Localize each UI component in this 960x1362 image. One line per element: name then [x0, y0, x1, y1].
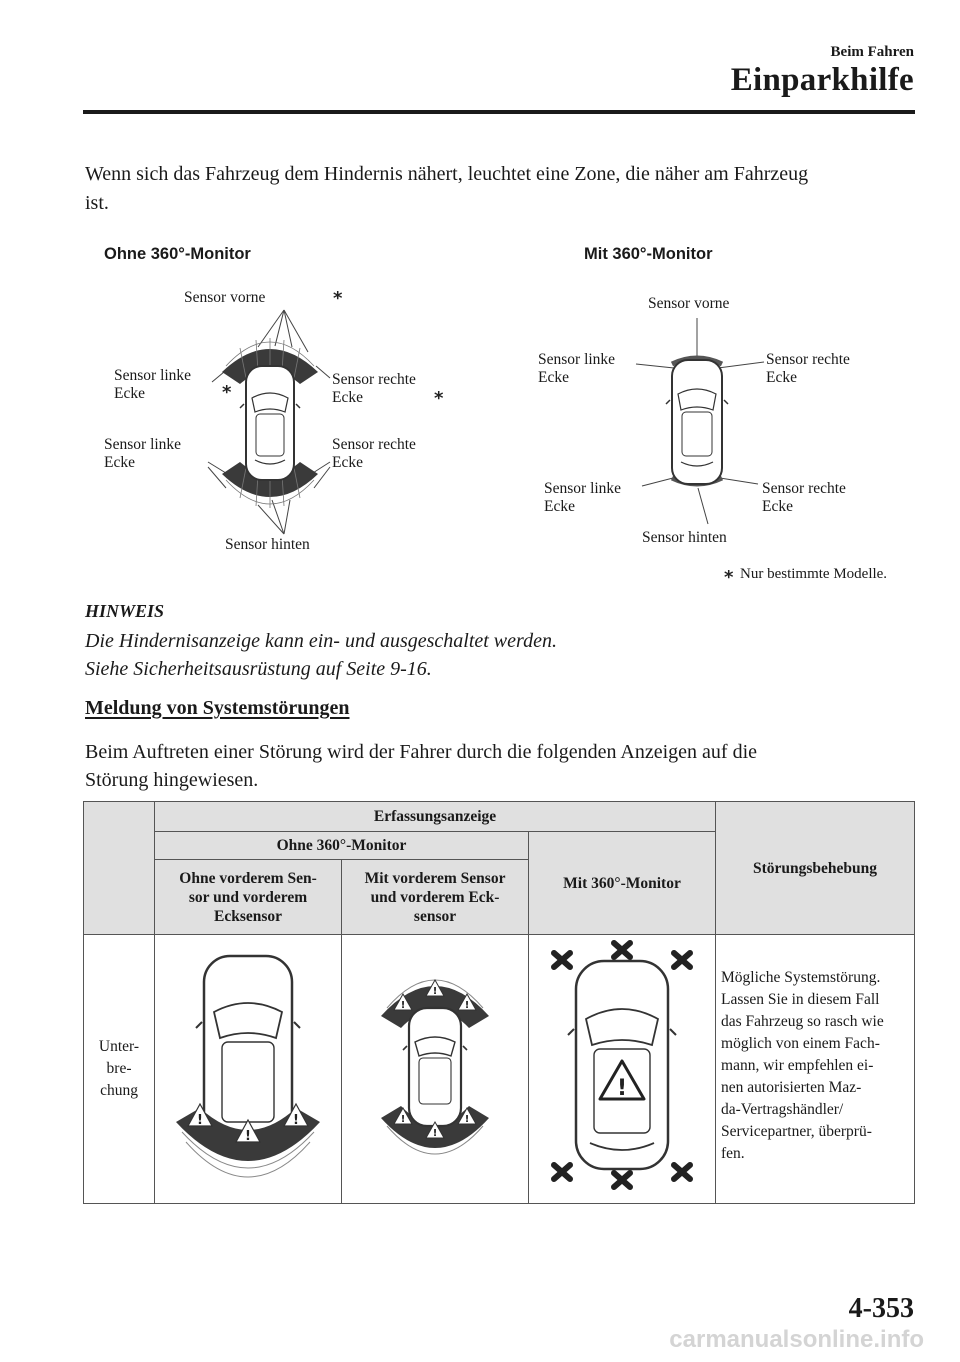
note-heading: HINWEIS [85, 601, 165, 621]
intro-line-1: Wenn sich das Fahrzeug dem Hindernis nähert, leuchtet eine Zone, die näher am Fahrzeug [85, 163, 809, 185]
svg-text:!: ! [293, 1112, 299, 1128]
note-line-2: Siehe Sicherheitsausrüstung auf Seite 9-16. [85, 658, 432, 680]
left-label-front-left: Sensor linke Ecke [114, 367, 192, 402]
svg-text:*: * [333, 288, 343, 309]
header-detection: Erfassungsanzeige [155, 802, 716, 832]
svg-text:!: ! [616, 1075, 628, 1101]
indicator-cell-with-monitor [529, 935, 716, 1204]
indicator-cell-without-front [155, 935, 342, 1204]
svg-text:*: * [724, 567, 734, 580]
left-label-rear-right: Sensor rechte Ecke [332, 436, 416, 471]
header-without-monitor: Ohne 360°-Monitor [155, 832, 529, 860]
svg-text:!: ! [400, 1113, 406, 1125]
svg-text:!: ! [245, 1128, 251, 1144]
right-label-rear: Sensor hinten [642, 529, 727, 546]
intro-line-2: ist. [85, 192, 109, 214]
car-sensor-failure-icon [530, 937, 714, 1197]
error-table [83, 801, 915, 1204]
svg-text:!: ! [432, 1127, 438, 1139]
row-label-interruption: Unter- bre- chung [84, 935, 155, 1204]
left-label-front: Sensor vorne [184, 289, 266, 306]
left-label-rear: Sensor hinten [225, 536, 310, 553]
svg-text:!: ! [400, 999, 406, 1011]
header-remedy: Störungsbehebung [716, 802, 915, 935]
note-line-1: Die Hindernisanzeige kann ein- und ausgeschaltet werden. [85, 630, 557, 652]
body-line-2: Störung hingewiesen. [85, 769, 259, 791]
diagram-left-title: Ohne 360°-Monitor [104, 245, 251, 263]
section-name: Beim Fahren [830, 44, 914, 60]
car-front-rear-warning-icon [343, 942, 527, 1192]
body-line-1: Beim Auftreten einer Störung wird der Fahrer durch die folgenden Anzeigen auf die [85, 741, 758, 763]
parking-sensor-diagram-left [0, 270, 480, 570]
right-label-rear-left: Sensor linke Ecke [544, 480, 622, 515]
svg-text:!: ! [197, 1112, 203, 1128]
right-label-front-right: Sensor rechte Ecke [766, 351, 850, 386]
right-label-front-left: Sensor linke Ecke [538, 351, 616, 386]
left-label-front-right: Sensor rechte Ecke [332, 371, 416, 406]
right-label-rear-right: Sensor rechte Ecke [762, 480, 846, 515]
remedy-text: Mögliche Systemstörung. Lassen Sie in diesem Fall das Fahrzeug so rasch wie möglich von einem Fach- mann, wir empfehlen ei- nen autorisierten Maz- da-Vertragshändler/ Servicepartner, überprü- fen. [716, 935, 915, 1204]
indicator-cell-with-front [342, 935, 529, 1204]
page-title: Einparkhilfe [730, 62, 914, 98]
footnote: Nur bestimmte Modelle. [740, 566, 888, 582]
svg-text:!: ! [464, 999, 470, 1011]
header-col-without-front: Ohne vorderem Sen- sor und vorderem Ecksensor [155, 860, 342, 935]
header-rule [83, 110, 915, 114]
header-empty-cell [84, 802, 155, 935]
right-label-front: Sensor vorne [648, 295, 730, 312]
header-with-monitor: Mit 360°-Monitor [529, 832, 716, 935]
section-subheading: Meldung von Systemstörungen [85, 697, 350, 719]
svg-text:!: ! [464, 1113, 470, 1125]
watermark: carmanualsonline.info [669, 1326, 924, 1353]
car-rear-warning-icon [156, 942, 340, 1192]
diagram-right-title: Mit 360°-Monitor [584, 245, 713, 263]
svg-text:*: * [222, 382, 232, 403]
header-col-with-front: Mit vorderem Sensor und vorderem Eck- sensor [342, 860, 529, 935]
svg-text:*: * [434, 388, 444, 409]
page-number: 4-353 [848, 1293, 914, 1324]
svg-text:!: ! [432, 985, 438, 997]
left-label-rear-left: Sensor linke Ecke [104, 436, 182, 471]
